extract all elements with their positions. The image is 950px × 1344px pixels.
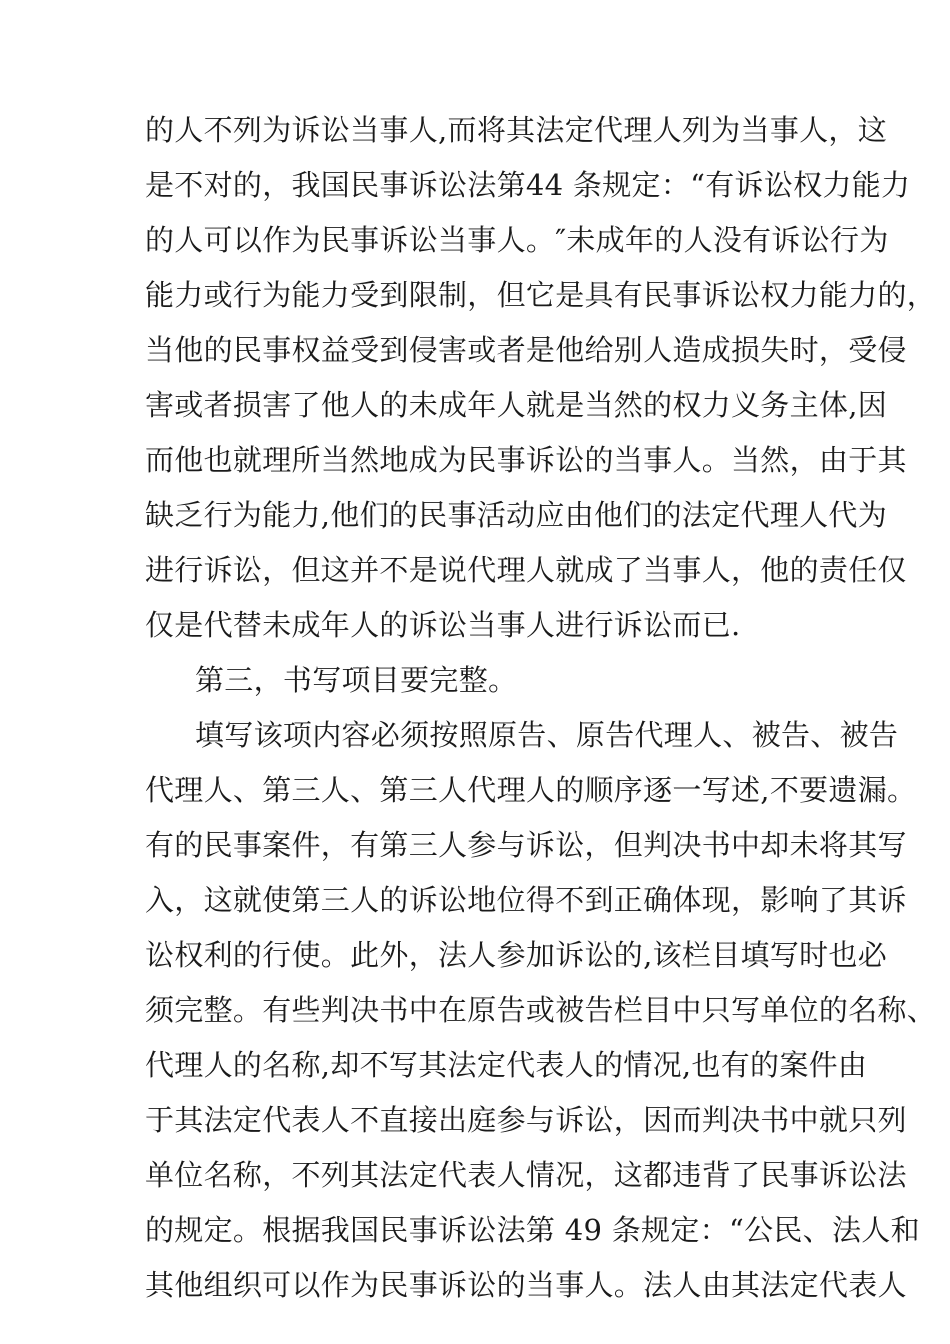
body-text xyxy=(145,103,937,1313)
text-line: 而他也就理所当然地成为民事诉讼的当事人。当然，由于其 xyxy=(145,443,907,477)
text-line: 入，这就使第三人的诉讼地位得不到正确体现，影响了其诉 xyxy=(145,883,907,917)
text-line: 有的民事案件，有第三人参与诉讼，但判决书中却未将其写 xyxy=(145,828,907,862)
text-line: 进行诉讼，但这并不是说代理人就成了当事人，他的责任仅 xyxy=(145,553,907,587)
text-line: 的人可以作为民事诉讼当事人。″未成年的人没有诉讼行为 xyxy=(145,223,889,257)
text-line: 当他的民事权益受到侵害或者是他给别人造成损失时，受侵 xyxy=(145,333,907,367)
text-line: 的人不列为诉讼当事人,而将其法定代理人列为当事人，这 xyxy=(145,113,888,147)
text-line: 代理人的名称,却不写其法定代表人的情况,也有的案件由 xyxy=(145,1048,868,1082)
text-line: 缺乏行为能力,他们的民事活动应由他们的法定代理人代为 xyxy=(145,498,888,532)
text-line: 其他组织可以作为民事诉讼的当事人。法人由其法定代表人 xyxy=(145,1268,907,1302)
text-line: 代理人、第三人、第三人代理人的顺序逐一写述,不要遗漏。 xyxy=(145,773,917,807)
text-line: 的规定。根据我国民事诉讼法第 49 条规定：“公民、法人和 xyxy=(145,1213,920,1247)
text-line: 须完整。有些判决书中在原告或被告栏目中只写单位的名称、 xyxy=(145,993,937,1027)
section-heading: 第三，书写项目要完整。 xyxy=(195,663,518,697)
text-line: 能力或行为能力受到限制，但它是具有民事诉讼权力能力的， xyxy=(145,278,937,312)
text-line: 单位名称，不列其法定代表人情况，这都违背了民事诉讼法 xyxy=(145,1158,907,1192)
text-line: 仅是代替未成年人的诉讼当事人进行诉讼而已. xyxy=(145,608,741,642)
text-line: 填写该项内容必须按照原告、原告代理人、被告、被告 xyxy=(195,718,899,752)
text-line: 是不对的，我国民事诉讼法第44 条规定：“有诉讼权力能力 xyxy=(145,168,911,202)
text-line: 害或者损害了他人的未成年人就是当然的权力义务主体,因 xyxy=(145,388,888,422)
text-line: 于其法定代表人不直接出庭参与诉讼，因而判决书中就只列 xyxy=(145,1103,907,1137)
text-line: 讼权利的行使。此外，法人参加诉讼的,该栏目填写时也必 xyxy=(145,938,888,972)
